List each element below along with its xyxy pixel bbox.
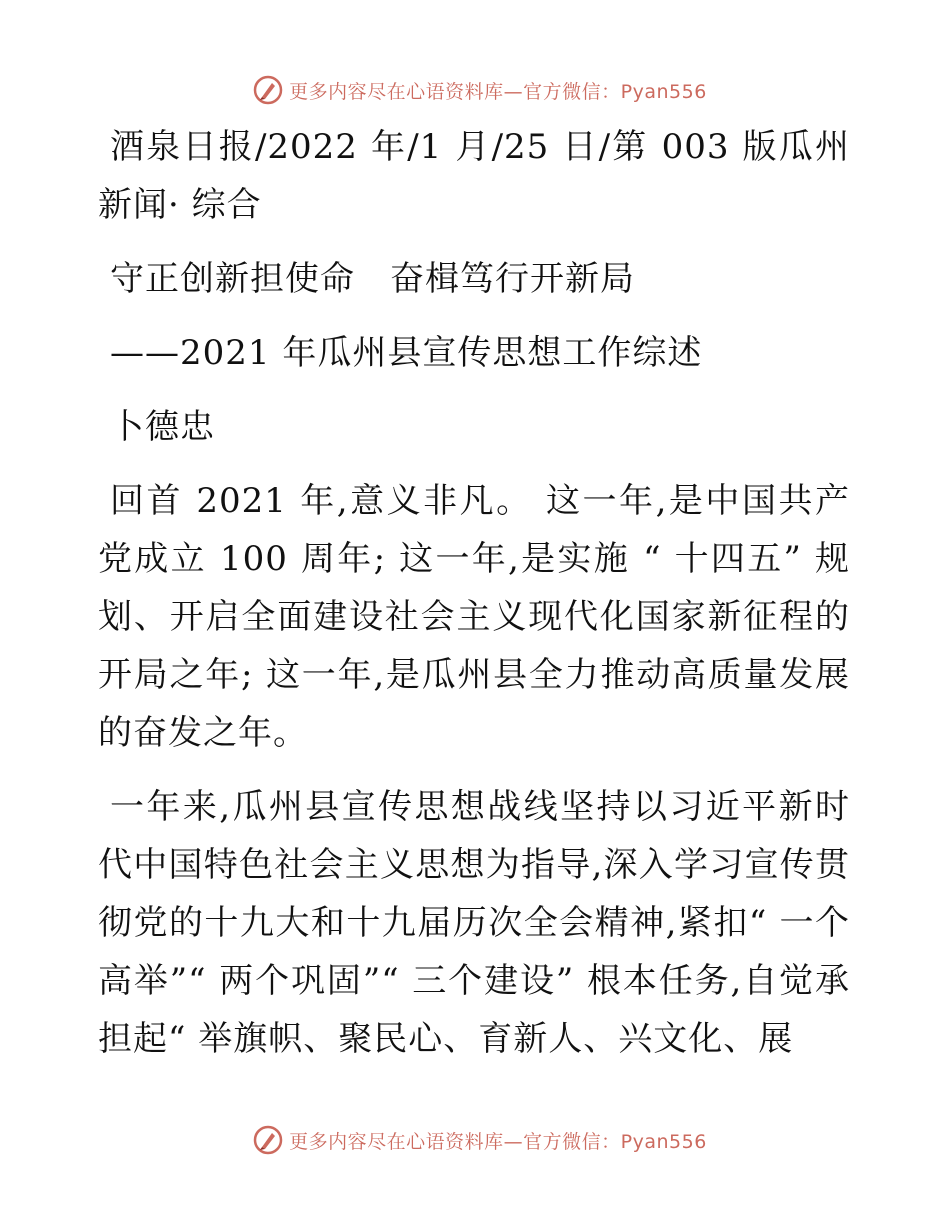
article-author: 卜德忠 bbox=[110, 407, 215, 447]
footer-banner bbox=[0, 1120, 950, 1160]
header-banner-text: 更多内容尽在心语资料库—官方微信：Pyan556 bbox=[289, 80, 707, 103]
footer-banner-text: 更多内容尽在心语资料库—官方微信：Pyan556 bbox=[289, 1130, 707, 1153]
article-headline: 守正创新担使命 奋楫笃行开新局 bbox=[110, 259, 635, 299]
paragraph-2: 一年来,瓜州县宣传思想战线坚持以习近平新时代中国特色社会主义思想为指导,深入学习宣传贯彻党的十九大和十九届历次全会精神,紧扣“ 一个高举”“ 两个巩固”“ 三个建设” 根本任务,自觉承担起“ 举旗帜、聚民心、育新人、兴文化、展 bbox=[98, 787, 850, 1059]
article-subheadline: ——2021 年瓜州县宣传思想工作综述 bbox=[110, 333, 703, 373]
header-banner bbox=[0, 70, 950, 110]
paragraph-1: 回首 2021 年,意义非凡。 这一年,是中国共产党成立 100 周年; 这一年,是实施 “ 十四五” 规划、开启全面建设社会主义现代化国家新征程的开局之年; 这一年,是瓜州县全力推动高质量发展的奋发之年。 bbox=[98, 481, 850, 753]
red-pen-nib-logo-icon bbox=[253, 1125, 283, 1155]
header-banner-content bbox=[253, 75, 707, 105]
red-pen-nib-logo-icon bbox=[253, 75, 283, 105]
footer-banner-content bbox=[253, 1125, 707, 1155]
source-line: 酒泉日报/2022 年/1 月/25 日/第 003 版瓜州新闻· 综合 bbox=[98, 127, 850, 225]
article-body bbox=[98, 118, 850, 1084]
